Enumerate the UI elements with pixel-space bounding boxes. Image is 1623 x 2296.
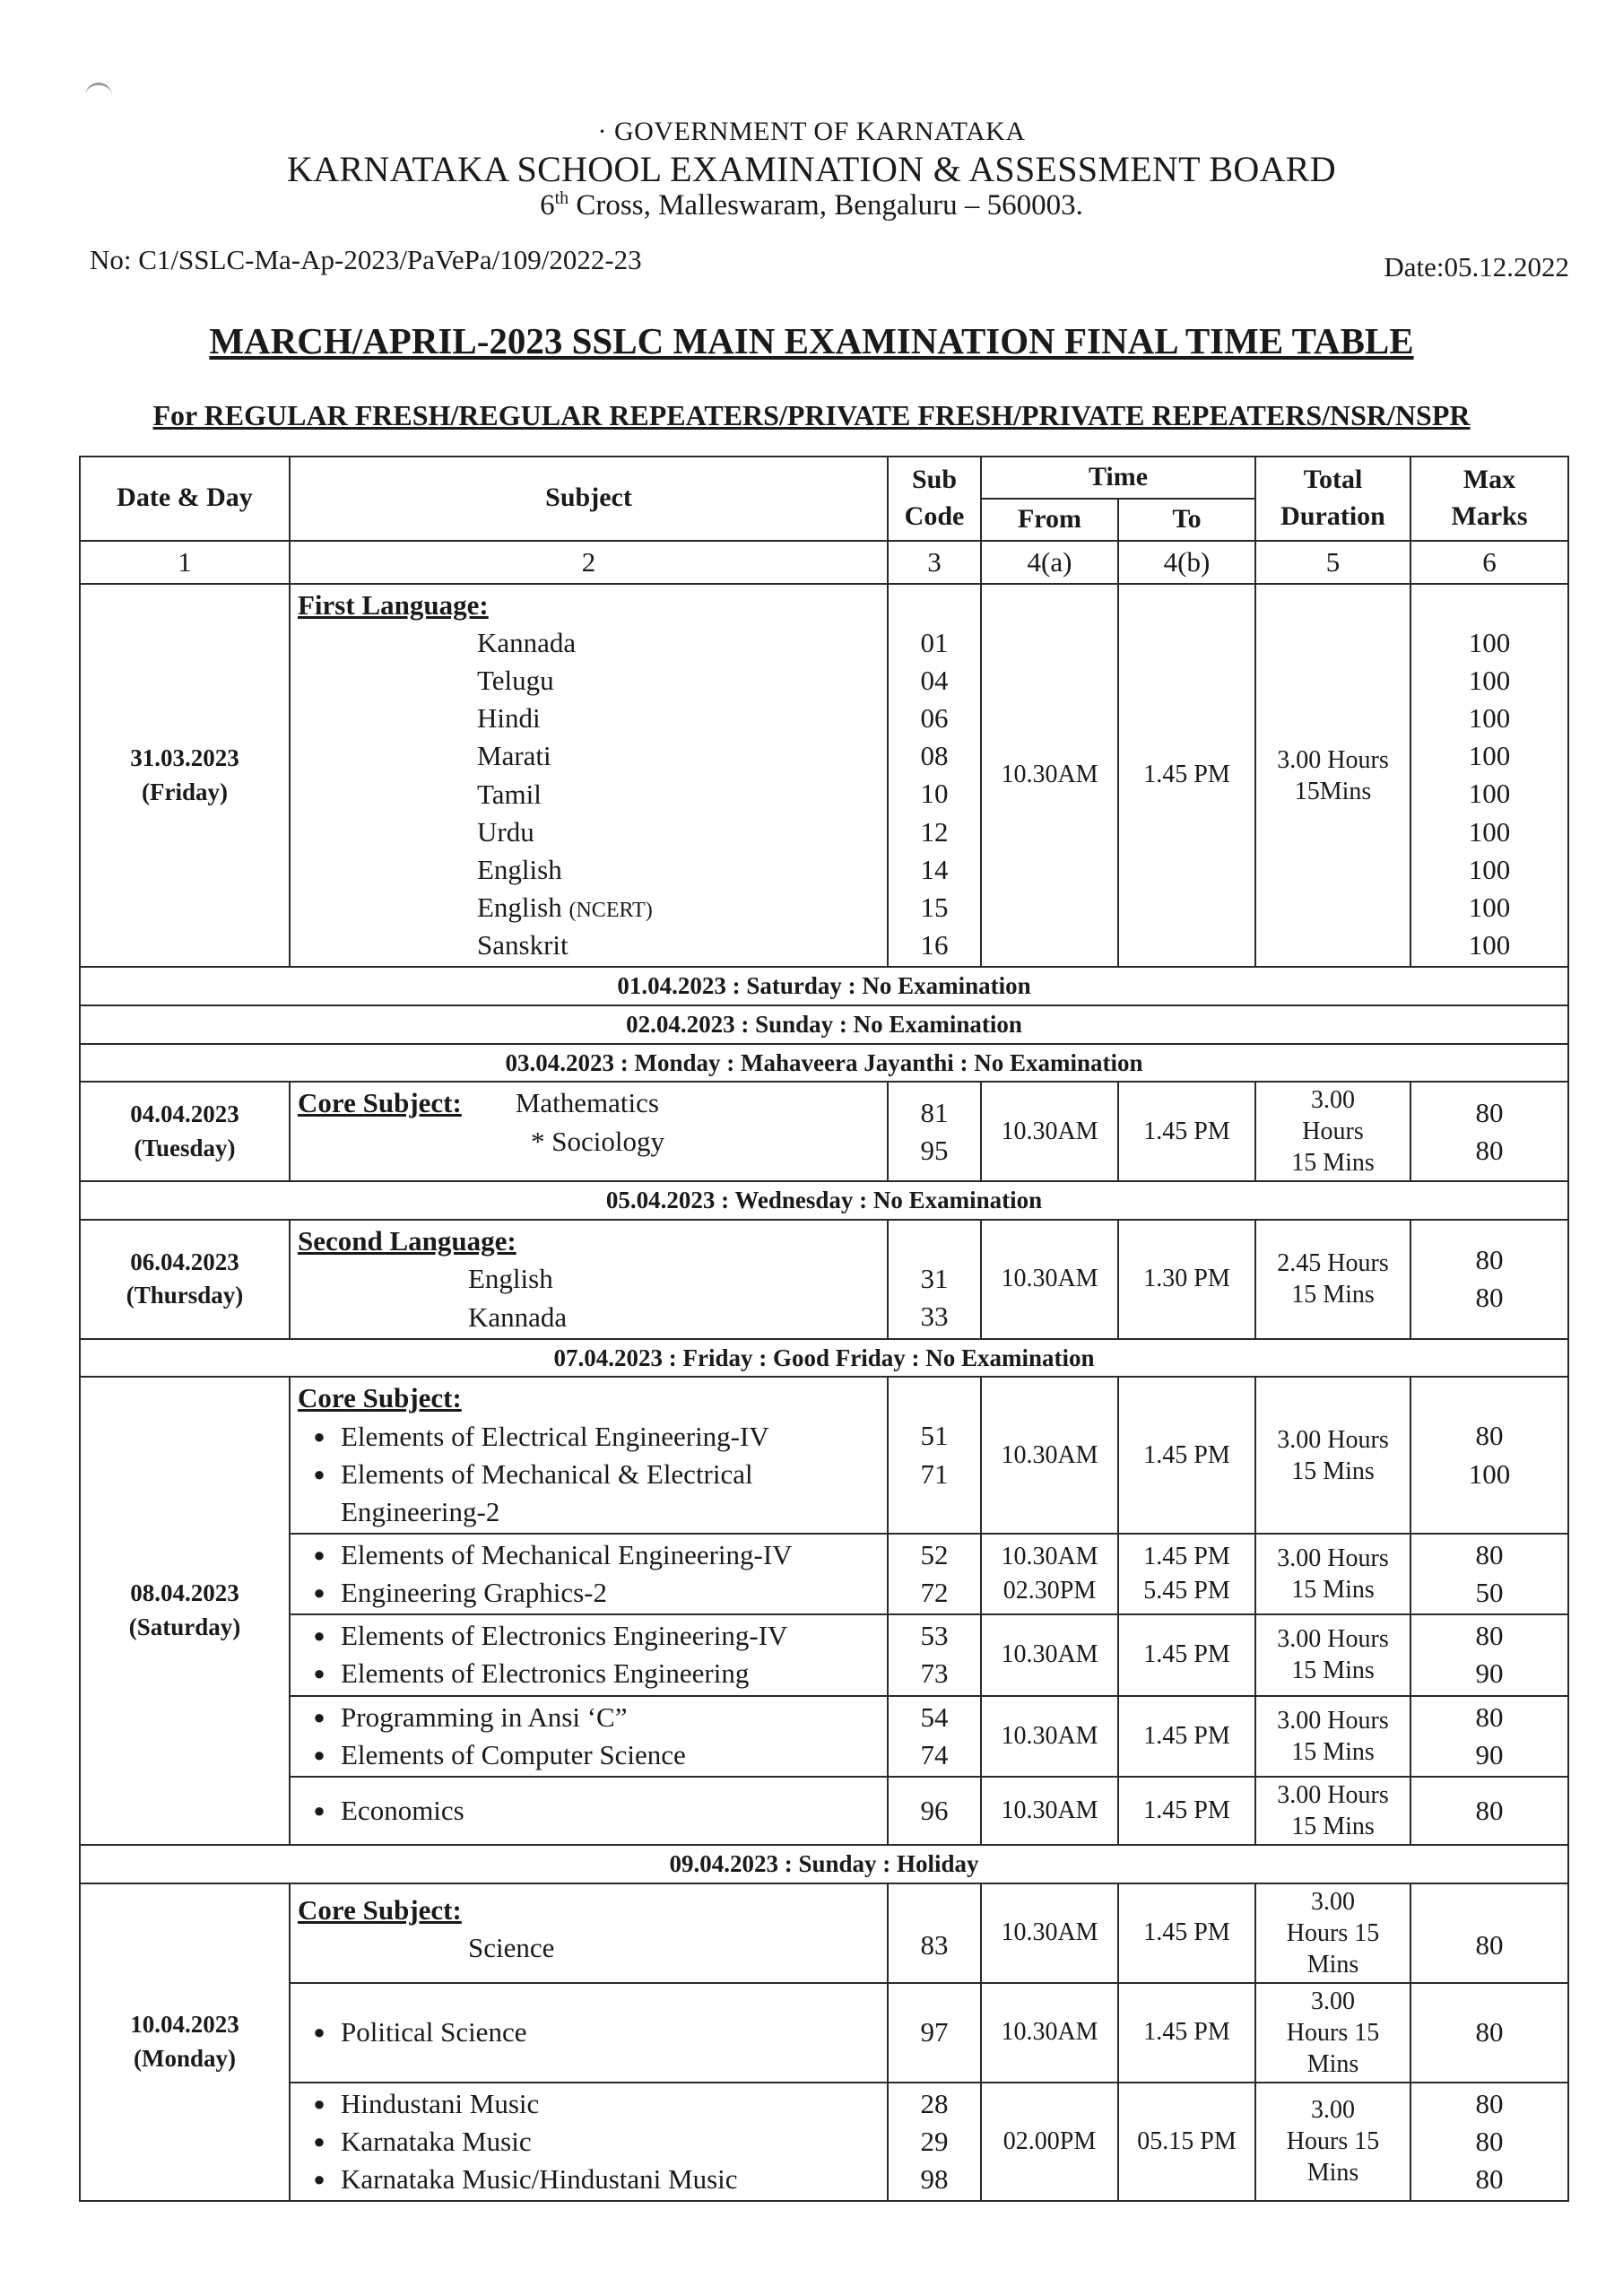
subject-cell (290, 1696, 888, 1777)
table-row (80, 1377, 1568, 1534)
from-time: 10.30AM (981, 1082, 1118, 1181)
sub-code: 53 (920, 1620, 949, 1652)
max-marks: 50 (1475, 1577, 1504, 1609)
no-exam-note: 07.04.2023 : Friday : Good Friday : No Examination (80, 1339, 1568, 1378)
duration-cell (1255, 1082, 1410, 1181)
subject-category: First Language: (298, 588, 489, 621)
no-exam-note: 02.04.2023 : Sunday : No Examination (80, 1005, 1568, 1044)
subject-cell (290, 1883, 888, 1983)
sub-code: 52 (920, 1539, 949, 1570)
max-marks: 80 (1475, 2087, 1504, 2119)
sub-code: 01 (920, 626, 949, 658)
time-table (79, 456, 1569, 2202)
subject-cell (290, 1534, 888, 1614)
marks-cell (1410, 1534, 1568, 1614)
subject-name: Elements of Computer Science (341, 1738, 686, 1770)
sub-code: 15 (920, 891, 949, 923)
board-heading: KARNATAKA SCHOOL EXAMINATION & ASSESSMENT BOARD (287, 149, 1336, 189)
subject-name: Karnataka Music (341, 2125, 532, 2157)
duration-line: Hours 15 (1286, 2018, 1380, 2047)
table-row (80, 1883, 1568, 1983)
bullet-icon: ● (313, 2092, 325, 2115)
page-title: MARCH/APRIL-2023 SSLC MAIN EXAMINATION FINAL TIME TABLE (209, 320, 1414, 361)
max-marks: 80 (1475, 1096, 1504, 1128)
sub-code: 33 (920, 1300, 949, 1333)
to-time-value: 1.45 PM (1143, 1543, 1230, 1571)
max-marks: 80 (1475, 1539, 1504, 1570)
column-number-row (80, 541, 1568, 584)
table-row (80, 2083, 1568, 2201)
col-num-6: 6 (1410, 541, 1568, 584)
max-marks: 80 (1475, 2162, 1504, 2195)
code-cell (888, 1614, 981, 1695)
max-marks: 80 (1475, 1282, 1504, 1314)
code-cell: 97 (888, 1983, 981, 2083)
max-marks: 80 (1475, 1620, 1504, 1652)
duration-line: Hours 15 (1286, 2127, 1380, 2156)
sub-code: 74 (920, 1738, 949, 1770)
col-from: From (981, 499, 1118, 541)
duration-line: 3.00 (1311, 2096, 1356, 2125)
duration-line: 15 Mins (1291, 1149, 1375, 1178)
bullet-icon: ● (313, 1462, 325, 1485)
date-cell (80, 1220, 290, 1338)
duration-line: 3.00 Hours (1277, 745, 1389, 774)
no-exam-row (80, 1181, 1568, 1220)
subject-name: Marati (477, 740, 551, 772)
no-exam-row (80, 1044, 1568, 1083)
list-item (298, 2085, 880, 2123)
from-time: 10.30AM (981, 1220, 1118, 1338)
table-row (80, 1696, 1568, 1777)
max-marks: 80 (1475, 1700, 1504, 1733)
subject-category: Core Subject: (298, 1893, 462, 1926)
subject-name: Elements of Electronics Engineering (341, 1657, 750, 1690)
max-marks: 100 (1468, 1457, 1511, 1490)
list-item (298, 2123, 880, 2161)
from-time-value: 02.30PM (1002, 1577, 1097, 1605)
subject-name: Hindustani Music (341, 2087, 540, 2119)
code-cell (888, 1696, 981, 1777)
subject-name: Hindi (477, 702, 541, 735)
max-marks: 100 (1468, 626, 1511, 658)
duration-line: Hours (1302, 1118, 1364, 1146)
marks-cell (1410, 1082, 1568, 1181)
list-item (298, 1617, 880, 1655)
duration-line: 15 Mins (1291, 1457, 1375, 1485)
max-marks: 100 (1468, 702, 1511, 735)
header-row (80, 457, 1568, 499)
max-marks: 100 (1468, 815, 1511, 848)
duration-line: Hours 15 (1286, 1918, 1380, 1947)
sub-code: 71 (920, 1457, 949, 1490)
code-cell (888, 1534, 981, 1614)
marks-cell (1410, 2083, 1568, 2201)
subject-name: Mathematics (515, 1087, 659, 1119)
sub-code: 28 (920, 2087, 949, 2119)
duration-line: 15 Mins (1291, 1812, 1375, 1840)
list-item (298, 1736, 880, 1774)
duration-line: 15 Mins (1291, 1657, 1375, 1685)
holiday-row (80, 1845, 1568, 1883)
bullet-icon: ● (313, 1544, 325, 1566)
subject-name-text: English (477, 891, 562, 923)
marks-cell (1410, 584, 1568, 968)
subject-name: Political Science (341, 2016, 527, 2048)
duration-cell (1255, 1614, 1410, 1695)
sub-code: 31 (920, 1263, 949, 1295)
bullet-icon: ● (313, 1798, 325, 1822)
duration-line: 15Mins (1294, 777, 1372, 805)
subject-name: Kannada (477, 626, 577, 658)
duration-line: 3.00 Hours (1277, 1544, 1389, 1573)
no-exam-row (80, 1005, 1568, 1044)
table-row (80, 1534, 1568, 1614)
col-num-2: 2 (290, 541, 888, 584)
subject-name: Karnataka Music/Hindustani Music (341, 2162, 738, 2195)
bullet-icon: ● (313, 1743, 325, 1766)
duration-line: Mins (1306, 1950, 1359, 1979)
max-marks: 80 (1475, 1134, 1504, 1166)
from-time (981, 1534, 1118, 1614)
subject-cell (290, 1983, 888, 2083)
sub-code: 06 (920, 702, 949, 735)
code-cell: 96 (888, 1777, 981, 1845)
bullet-icon: ● (313, 1624, 325, 1648)
max-marks: 80 (1475, 1244, 1504, 1276)
no-exam-row (80, 1339, 1568, 1378)
max-marks: 80 (1475, 2125, 1504, 2157)
from-time: 10.30AM (981, 1696, 1118, 1777)
subject-name: Programming in Ansi ‘C” (341, 1700, 628, 1733)
marks-cell (1410, 1696, 1568, 1777)
to-time: 1.45 PM (1118, 1983, 1255, 2083)
page-subtitle: For REGULAR FRESH/REGULAR REPEATERS/PRIVATE FRESH/PRIVATE REPEATERS/NSR/NSPR (152, 399, 1471, 431)
duration-cell (1255, 2083, 1410, 2201)
from-time: 10.30AM (981, 1883, 1118, 1983)
bullet-icon: ● (313, 2129, 325, 2152)
exam-date: 31.03.2023 (130, 744, 239, 771)
exam-date: 04.04.2023 (130, 1100, 239, 1128)
code-cell (888, 2083, 981, 2201)
government-heading: · GOVERNMENT OF KARNATAKA (597, 117, 1026, 146)
duration-line: 2.45 Hours (1277, 1249, 1389, 1278)
list-item (298, 1418, 880, 1456)
duration-cell (1255, 1883, 1410, 1983)
marks-cell (1410, 1220, 1568, 1338)
subject-name: Tamil (477, 778, 542, 810)
subject-name: Science (468, 1931, 555, 1963)
duration-cell (1255, 1983, 1410, 2083)
col-num-4a: 4(a) (981, 541, 1118, 584)
col-max-line1: Max (1462, 465, 1516, 494)
to-time: 1.30 PM (1118, 1220, 1255, 1338)
duration-cell (1255, 1220, 1410, 1338)
code-cell (888, 1377, 981, 1534)
subject-name: English (477, 853, 562, 885)
sub-code: 16 (920, 929, 949, 961)
sub-code: 72 (920, 1577, 949, 1609)
col-time: Time (981, 457, 1255, 499)
max-marks: 90 (1475, 1738, 1504, 1770)
duration-line: 3.00 Hours (1277, 1625, 1389, 1654)
from-time-value: 10.30AM (1001, 1543, 1098, 1571)
bullet-icon: ● (313, 1581, 325, 1605)
duration-line: 15 Mins (1291, 1737, 1375, 1766)
exam-day: (Thursday) (126, 1282, 244, 1309)
address-suffix: th (554, 188, 569, 208)
duration-cell (1255, 1777, 1410, 1845)
duration-line: 15 Mins (1291, 1281, 1375, 1309)
duration-cell (1255, 584, 1410, 968)
subject-name: Engineering Graphics-2 (341, 1577, 607, 1609)
bullet-icon: ● (313, 2021, 325, 2044)
col-to: To (1118, 499, 1255, 541)
board-address (0, 188, 1623, 222)
subject-name: * Sociology (531, 1125, 664, 1157)
col-sub-code-line2: Code (904, 500, 965, 531)
bullet-icon: ● (313, 1424, 325, 1448)
sub-code: 81 (920, 1096, 949, 1128)
holiday-note: 09.04.2023 : Sunday : Holiday (80, 1845, 1568, 1883)
table-row (80, 1082, 1568, 1181)
bullet-icon: ● (313, 2167, 325, 2190)
list-item (298, 1536, 880, 1574)
date-cell (80, 1377, 290, 1845)
no-exam-note: 01.04.2023 : Saturday : No Examination (80, 967, 1568, 1005)
sub-code: 14 (920, 853, 949, 885)
exam-day: (Monday) (134, 2044, 236, 2072)
max-marks: 80 (1475, 1420, 1504, 1452)
subject-cell (290, 1377, 888, 1534)
max-marks: 100 (1468, 853, 1511, 885)
max-marks: 90 (1475, 1657, 1504, 1690)
subject-category: Core Subject: (298, 1382, 462, 1414)
from-time: 10.30AM (981, 584, 1118, 968)
code-cell: 83 (888, 1883, 981, 1983)
subject-name: Elements of Mechanical & Electrical Engineering-2 (341, 1457, 753, 1527)
subject-category: Second Language: (298, 1225, 516, 1257)
duration-line: 3.00 Hours (1277, 1780, 1389, 1809)
subject-cell (290, 1220, 888, 1338)
subject-name: Elements of Mechanical Engineering-IV (341, 1539, 793, 1570)
marks-cell: 80 (1410, 1777, 1568, 1845)
reference-number: No: C1/SSLC-Ma-Ap-2023/PaVePa/109/2022-23 (90, 244, 642, 275)
address-number: 6 (540, 189, 555, 222)
duration-line: 3.00 Hours (1277, 1706, 1389, 1735)
document-date: Date:05.12.2022 (1384, 251, 1569, 283)
max-marks: 100 (1468, 664, 1511, 696)
list-item (298, 1456, 880, 1531)
col-max-line2: Marks (1451, 500, 1528, 531)
sub-code: 10 (920, 778, 949, 810)
duration-line: 3.00 Hours (1277, 1425, 1389, 1454)
list-item (298, 1699, 880, 1736)
to-time: 1.45 PM (1118, 1614, 1255, 1695)
date-cell (80, 1082, 290, 1181)
list-item (298, 1792, 880, 1830)
duration-cell (1255, 1696, 1410, 1777)
list-item (298, 1574, 880, 1612)
max-marks: 100 (1468, 778, 1511, 810)
subject-cell (290, 2083, 888, 2201)
no-exam-note: 05.04.2023 : Wednesday : No Examination (80, 1181, 1568, 1220)
col-num-5: 5 (1255, 541, 1410, 584)
subject-cell (290, 1614, 888, 1695)
sub-code: 04 (920, 664, 949, 696)
max-marks: 100 (1468, 891, 1511, 923)
marks-cell (1410, 1377, 1568, 1534)
sub-code: 08 (920, 740, 949, 772)
subject-name: Elements of Electrical Engineering-IV (341, 1420, 769, 1452)
date-cell (80, 584, 290, 968)
to-time-value: 5.45 PM (1143, 1577, 1230, 1605)
no-exam-note: 03.04.2023 : Monday : Mahaveera Jayanthi : No Examination (80, 1044, 1568, 1083)
table-row (80, 584, 1568, 968)
code-cell (888, 1220, 981, 1338)
sub-code: 12 (920, 815, 949, 848)
sub-code: 51 (920, 1420, 949, 1452)
col-date-day: Date & Day (80, 457, 290, 541)
sub-code: 73 (920, 1657, 949, 1690)
exam-day: (Friday) (142, 778, 228, 805)
duration-line: 15 Mins (1291, 1576, 1375, 1605)
col-sub-code (888, 457, 981, 541)
col-subject: Subject (290, 457, 888, 541)
table-row (80, 1777, 1568, 1845)
duration-line: Mins (1306, 2159, 1359, 2187)
subject-name: Economics (341, 1794, 464, 1826)
sub-code: 54 (920, 1700, 949, 1733)
col-num-3: 3 (888, 541, 981, 584)
exam-day: (Saturday) (128, 1613, 241, 1641)
table-row (80, 1220, 1568, 1338)
duration-line: 3.00 (1311, 1987, 1356, 2015)
to-time: 1.45 PM (1118, 1377, 1255, 1534)
duration-cell (1255, 1534, 1410, 1614)
to-time: 1.45 PM (1118, 1883, 1255, 1983)
subject-category: Core Subject: (298, 1087, 462, 1119)
scan-artifact (85, 83, 112, 103)
subject-name: Elements of Electronics Engineering-IV (341, 1620, 788, 1652)
list-item (298, 2013, 880, 2051)
duration-line: Mins (1306, 2049, 1359, 2078)
to-time: 05.15 PM (1118, 2083, 1255, 2201)
marks-cell: 80 (1410, 1883, 1568, 1983)
to-time: 1.45 PM (1118, 584, 1255, 968)
col-max-marks (1410, 457, 1568, 541)
code-cell (888, 1082, 981, 1181)
bullet-icon: ● (313, 1662, 325, 1685)
to-time (1118, 1534, 1255, 1614)
to-time: 1.45 PM (1118, 1696, 1255, 1777)
from-time: 10.30AM (981, 1983, 1118, 2083)
exam-date: 10.04.2023 (130, 2011, 239, 2039)
sub-code: 98 (920, 2162, 949, 2195)
subject-name: Sanskrit (477, 929, 568, 961)
to-time: 1.45 PM (1118, 1082, 1255, 1181)
exam-date: 08.04.2023 (130, 1579, 239, 1607)
subject-cell (290, 1082, 888, 1181)
list-item (298, 2161, 880, 2198)
subject-cell (290, 584, 888, 968)
address-text: Cross, Malleswaram, Bengaluru – 560003. (568, 189, 1083, 222)
from-time: 02.00PM (981, 2083, 1118, 2201)
subject-name: Kannada (468, 1300, 568, 1333)
marks-cell (1410, 1614, 1568, 1695)
sub-code: 29 (920, 2125, 949, 2157)
ncert-tag: (NCERT) (568, 899, 653, 922)
exam-day: (Tuesday) (134, 1134, 236, 1161)
max-marks: 100 (1468, 929, 1511, 961)
col-num-4b: 4(b) (1118, 541, 1255, 584)
col-total-line2: Duration (1280, 500, 1385, 531)
from-time: 10.30AM (981, 1777, 1118, 1845)
subject-cell (290, 1777, 888, 1845)
code-cell (888, 584, 981, 968)
date-cell (80, 1883, 290, 2201)
duration-line: 3.00 (1311, 1887, 1356, 1916)
col-sub-code-line1: Sub (911, 465, 958, 494)
bullet-icon: ● (313, 1705, 325, 1728)
subject-name: English (468, 1263, 553, 1295)
table-row (80, 1614, 1568, 1695)
col-total-line1: Total (1303, 465, 1363, 494)
subject-name (298, 889, 880, 926)
list-item (298, 1655, 880, 1692)
col-total-duration (1255, 457, 1410, 541)
table-row (80, 1983, 1568, 2083)
marks-cell: 80 (1410, 1983, 1568, 2083)
to-time: 1.45 PM (1118, 1777, 1255, 1845)
duration-line: 3.00 (1311, 1086, 1356, 1115)
from-time: 10.30AM (981, 1377, 1118, 1534)
duration-cell (1255, 1377, 1410, 1534)
no-exam-row (80, 967, 1568, 1005)
max-marks: 100 (1468, 740, 1511, 772)
exam-date: 06.04.2023 (130, 1248, 239, 1275)
from-time: 10.30AM (981, 1614, 1118, 1695)
subject-line (298, 1084, 880, 1122)
col-num-1: 1 (80, 541, 290, 584)
subject-name: Telugu (477, 665, 554, 697)
subject-name: Urdu (477, 815, 534, 848)
sub-code: 95 (920, 1134, 949, 1166)
